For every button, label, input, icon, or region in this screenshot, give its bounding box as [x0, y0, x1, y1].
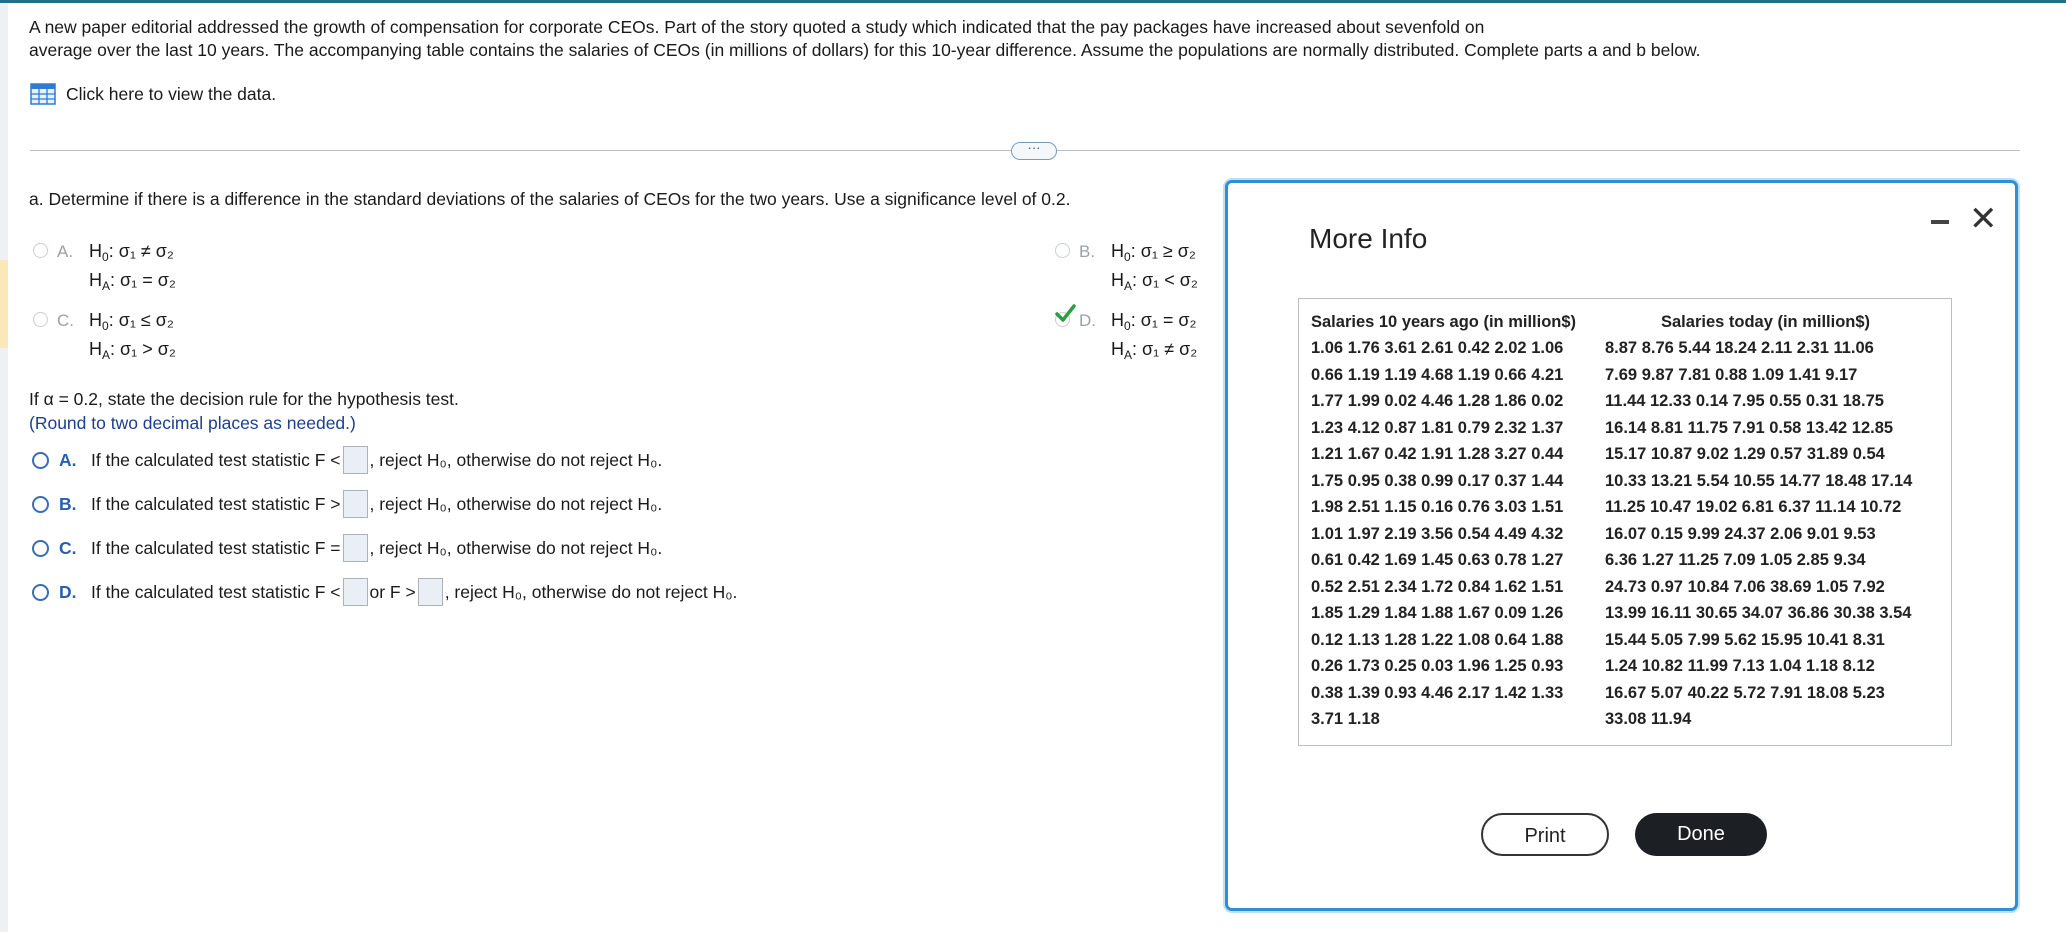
ha-text: σ₁ ≠ σ₂ — [1142, 339, 1198, 359]
answer-box[interactable] — [343, 490, 368, 518]
decision-rule-question — [29, 387, 459, 435]
problem-line-2: average over the last 10 years. The accompanying table contains the salaries of CEOs (in millions of dollars) for this 10-year difference. Assume the populations are normally distributed. Complete parts a and b below. — [29, 40, 1701, 60]
table-row: 13.99 16.11 30.65 34.07 36.86 30.38 3.54 — [1605, 604, 1912, 622]
rule-text-pre: If the calculated test statistic F > — [91, 493, 341, 514]
view-data-label: Click here to view the data. — [66, 83, 277, 104]
dialog-title: More Info — [1309, 223, 1428, 254]
radio-b[interactable] — [1055, 243, 1070, 258]
expand-button[interactable]: ··· — [1011, 142, 1057, 160]
answer-box-upper[interactable] — [418, 578, 443, 606]
table-row: 1.23 4.12 0.87 1.81 0.79 2.32 1.37 — [1311, 418, 1564, 437]
table-row: 33.08 11.94 — [1605, 710, 1692, 728]
rounding-note: (Round to two decimal places as needed.) — [29, 413, 356, 433]
radio-a[interactable] — [32, 452, 49, 469]
column-today — [1605, 309, 1912, 733]
table-row: 10.33 13.21 5.54 10.55 14.77 18.48 17.14 — [1605, 471, 1913, 490]
table-row: 11.25 10.47 19.02 6.81 6.37 11.14 10.72 — [1605, 498, 1902, 516]
null-hypothesis: $H_0$: σ₁ ≤ σ₂ — [89, 310, 174, 333]
problem-statement — [29, 16, 1749, 62]
null-hypothesis: $H_0$: σ₁ ≥ σ₂ — [1111, 241, 1196, 264]
minimize-icon[interactable] — [1931, 220, 1949, 224]
table-row: 16.67 5.07 40.22 5.72 7.91 18.08 5.23 — [1605, 683, 1885, 702]
table-row: 15.17 10.87 9.02 1.29 0.57 31.89 0.54 — [1605, 445, 1885, 463]
table-row: 0.38 1.39 0.93 4.46 2.17 1.42 1.33 — [1311, 683, 1564, 702]
rule-text-pre: If the calculated test statistic F < — [91, 449, 341, 470]
option-letter: B. — [1079, 242, 1096, 261]
done-button[interactable]: Done — [1635, 813, 1767, 856]
ha-text: σ₁ < σ₂ — [1142, 270, 1198, 290]
h0-text: σ₁ ≥ σ₂ — [1140, 241, 1196, 261]
table-row: 1.21 1.67 0.42 1.91 1.28 3.27 0.44 — [1311, 445, 1564, 463]
option-letter: C. — [57, 311, 74, 330]
radio-a[interactable] — [33, 243, 48, 258]
ha-text: σ₁ = σ₂ — [120, 270, 176, 290]
table-row: 16.07 0.15 9.99 24.37 2.06 9.01 9.53 — [1605, 524, 1876, 543]
table-row: 0.12 1.13 1.28 1.22 1.08 0.64 1.88 — [1311, 630, 1564, 649]
decision-option-c[interactable] — [32, 534, 662, 562]
option-letter: B. — [59, 493, 77, 514]
table-row: 1.85 1.29 1.84 1.88 1.67 0.09 1.26 — [1311, 604, 1564, 622]
table-row: 1.06 1.76 3.61 2.61 0.42 2.02 1.06 — [1311, 339, 1564, 357]
rule-text-post: , reject H₀, otherwise do not reject H₀. — [444, 581, 738, 602]
table-row: 1.98 2.51 1.15 0.16 0.76 3.03 1.51 — [1311, 498, 1564, 516]
rule-text-post: , reject H₀, otherwise do not reject H₀. — [369, 449, 663, 470]
decision-option-b[interactable] — [32, 490, 662, 518]
radio-c[interactable] — [33, 312, 48, 327]
radio-b[interactable] — [32, 496, 49, 513]
table-row: 1.01 1.97 2.19 3.56 0.54 4.49 4.32 — [1311, 524, 1564, 543]
null-hypothesis: $H_0$: σ₁ ≠ σ₂ — [89, 241, 174, 264]
salary-data-table — [1298, 298, 1952, 746]
answer-box[interactable] — [343, 446, 368, 474]
option-letter: A. — [57, 242, 74, 261]
h0-text: σ₁ ≤ σ₂ — [118, 310, 174, 330]
part-a-question: a. Determine if there is a difference in the standard deviations of the salaries of CEOs for the two years. Use a significance level of 0.2. — [29, 189, 1071, 209]
print-button[interactable]: Print — [1481, 813, 1609, 856]
null-hypothesis: $H_0$: σ₁ = σ₂ — [1111, 310, 1197, 333]
answer-box-lower[interactable] — [343, 578, 368, 606]
table-row: 0.26 1.73 0.25 0.03 1.96 1.25 0.93 — [1311, 657, 1564, 675]
problem-line-1: A new paper editorial addressed the growth of compensation for corporate CEOs. Part of the story quoted a study which indicated that the pay packages have increased about sevenfold on — [29, 17, 1485, 37]
table-icon — [30, 83, 56, 105]
close-icon[interactable]: ✕ — [1969, 200, 1998, 238]
radio-c[interactable] — [32, 540, 49, 557]
view-data-link[interactable] — [30, 83, 276, 105]
table-row: 24.73 0.97 10.84 7.06 38.69 1.05 7.92 — [1605, 577, 1885, 596]
table-row: 0.52 2.51 2.34 1.72 0.84 1.62 1.51 — [1311, 577, 1564, 596]
table-row: 6.36 1.27 11.25 7.09 1.05 2.85 9.34 — [1605, 551, 1866, 569]
option-letter: D. — [1079, 311, 1096, 330]
table-row: 1.77 1.99 0.02 4.46 1.28 1.86 0.02 — [1311, 392, 1564, 410]
option-letter: A. — [59, 449, 77, 470]
option-letter: D. — [59, 581, 77, 602]
table-row: 11.44 12.33 0.14 7.95 0.55 0.31 18.75 — [1605, 392, 1884, 410]
decision-rule-prompt: If α = 0.2, state the decision rule for the hypothesis test. — [29, 389, 459, 409]
table-row: 16.14 8.81 11.75 7.91 0.58 13.42 12.85 — [1605, 418, 1894, 437]
table-row: 1.75 0.95 0.38 0.99 0.17 0.37 1.44 — [1311, 471, 1564, 490]
table-row: 7.69 9.87 7.81 0.88 1.09 1.41 9.17 — [1605, 365, 1858, 384]
table-row: 3.71 1.18 — [1311, 710, 1380, 728]
h0-text: σ₁ = σ₂ — [1140, 310, 1197, 330]
table-row: 15.44 5.05 7.99 5.62 15.95 10.41 8.31 — [1605, 630, 1885, 649]
rule-text-mid: or F > — [369, 581, 416, 602]
left-rail — [0, 3, 8, 932]
top-accent-bar — [0, 0, 2066, 3]
alt-hypothesis: $H_A$: σ₁ < σ₂ — [1111, 270, 1198, 293]
decision-option-a[interactable] — [32, 446, 662, 474]
table-row: 0.66 1.19 1.19 4.68 1.19 0.66 4.21 — [1311, 365, 1564, 384]
alt-hypothesis: $H_A$: σ₁ > σ₂ — [89, 339, 176, 362]
alt-hypothesis: $H_A$: σ₁ ≠ σ₂ — [1111, 339, 1198, 362]
column-header: Salaries 10 years ago (in million$) — [1311, 313, 1577, 331]
table-row: 1.24 10.82 11.99 7.13 1.04 1.18 8.12 — [1605, 657, 1875, 675]
rule-text-post: , reject H₀, otherwise do not reject H₀. — [369, 537, 663, 558]
checkmark-icon — [1053, 302, 1077, 326]
table-row: 0.61 0.42 1.69 1.45 0.63 0.78 1.27 — [1311, 551, 1564, 569]
left-rail-highlight — [0, 260, 8, 348]
rule-text-post: , reject H₀, otherwise do not reject H₀. — [369, 493, 663, 514]
column-10-years-ago — [1311, 309, 1576, 733]
alt-hypothesis: $H_A$: σ₁ = σ₂ — [89, 270, 176, 293]
decision-option-d[interactable] — [32, 578, 737, 606]
h0-text: σ₁ ≠ σ₂ — [118, 241, 174, 261]
rule-text-pre: If the calculated test statistic F < — [91, 581, 341, 602]
radio-d[interactable] — [32, 584, 49, 601]
option-letter: C. — [59, 537, 77, 558]
table-row: 8.87 8.76 5.44 18.24 2.11 2.31 11.06 — [1605, 339, 1874, 357]
rule-text-pre: If the calculated test statistic F = — [91, 537, 341, 558]
more-info-dialog — [1225, 180, 2018, 911]
ha-text: σ₁ > σ₂ — [120, 339, 176, 359]
column-header: Salaries today (in million$) — [1661, 313, 1871, 331]
answer-box[interactable] — [343, 534, 368, 562]
